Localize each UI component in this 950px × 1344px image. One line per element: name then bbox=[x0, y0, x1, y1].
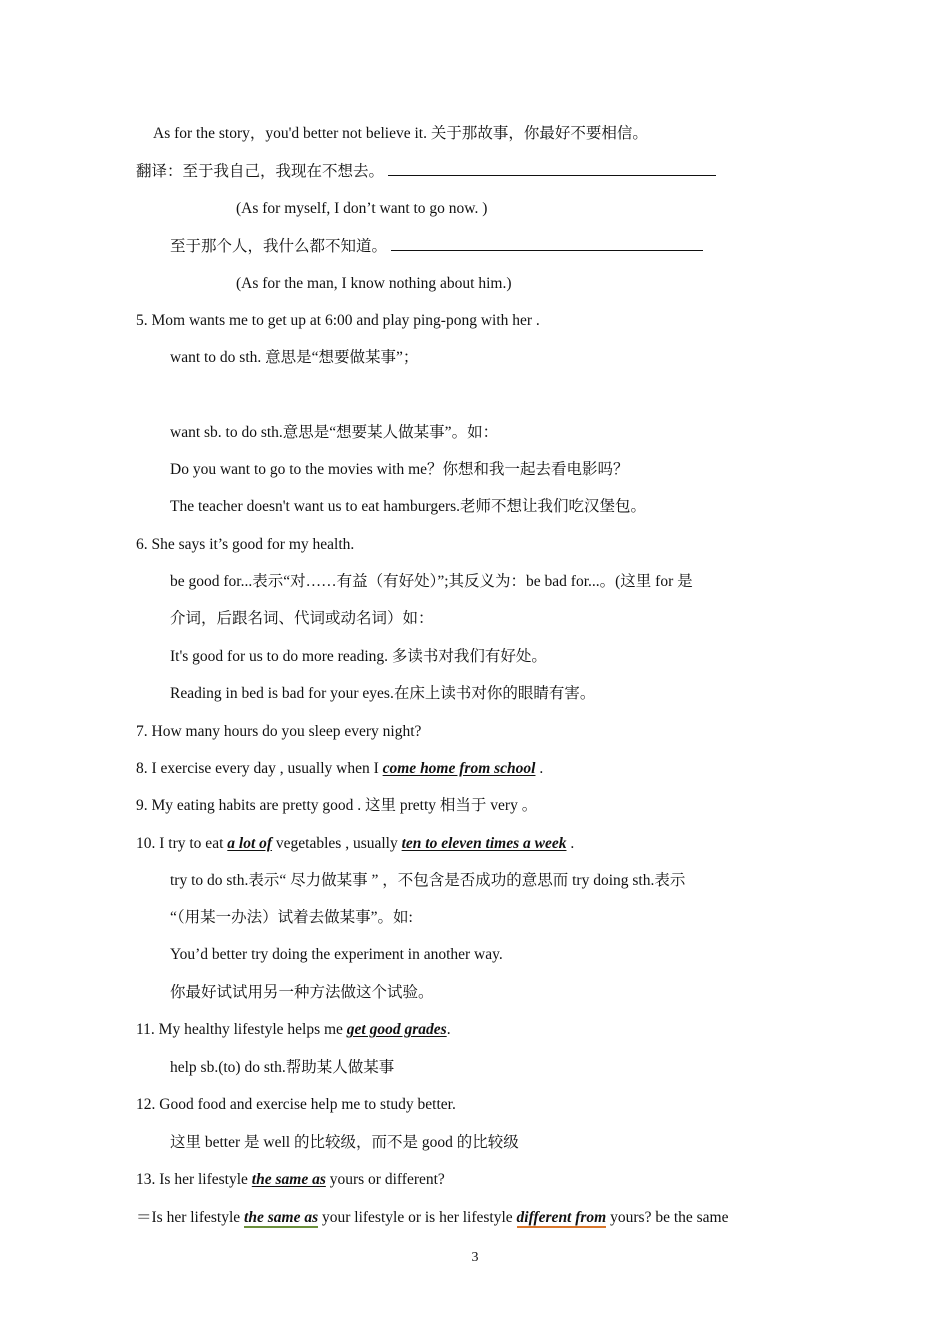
item-11 bbox=[136, 1020, 451, 1040]
text: vegetables , usually bbox=[272, 835, 402, 852]
exercise-prompt: 至于那个人，我什么都不知道。 bbox=[170, 238, 388, 255]
key-phrase: ten to eleven times a week bbox=[401, 835, 567, 852]
exercise-prompt: 翻译：至于我自己，我现在不想去。 bbox=[136, 163, 385, 180]
example-sentence: The teacher doesn't want us to eat hamburgers.老师不想让我们吃汉堡包。 bbox=[170, 498, 647, 515]
text: . bbox=[446, 1021, 451, 1038]
note: “（用某一办法）试着去做某事”。如: bbox=[170, 909, 413, 926]
page-number: 3 bbox=[471, 1250, 479, 1265]
translation-exercise-2 bbox=[170, 236, 703, 257]
item-6: 6. She says it’s good for my health. bbox=[136, 536, 355, 553]
text: yours? be the same bbox=[606, 1209, 729, 1226]
text: yours or different? bbox=[325, 1171, 445, 1188]
translation-exercise-1 bbox=[136, 161, 716, 182]
item-12: 12. Good food and exercise help me to study better. bbox=[136, 1096, 456, 1113]
text: ＝Is her lifestyle bbox=[136, 1209, 245, 1226]
text: 13. Is her lifestyle bbox=[136, 1171, 252, 1188]
note: want to do sth. 意思是“想要做某事”； bbox=[170, 349, 419, 366]
answer-hint: (As for myself, I don’t want to go now. ) bbox=[236, 200, 488, 217]
text: . bbox=[566, 835, 575, 852]
answer-hint: (As for the man, I know nothing about him.) bbox=[236, 275, 512, 292]
text: 11. My healthy lifestyle helps me bbox=[136, 1021, 347, 1038]
example-sentence: Do you want to go to the movies with me？你想和我一起去看电影吗？ bbox=[170, 461, 629, 478]
example-sentence: You’d better try doing the experiment in another way. bbox=[170, 946, 503, 963]
text: 10. I try to eat bbox=[136, 835, 228, 852]
item-13 bbox=[136, 1170, 445, 1190]
example-sentence: As for the story，you'd better not believe it. 关于那故事，你最好不要相信。 bbox=[153, 125, 648, 142]
note: 介词，后跟名词、代词或动名词）如： bbox=[170, 610, 434, 627]
item-9: 9. My eating habits are pretty good . 这里 pretty 相当于 very 。 bbox=[136, 797, 538, 814]
example-translation: 你最好试试用另一种方法做这个试验。 bbox=[170, 984, 434, 1001]
note: try to do sth.表示“ 尽力做某事 ” ，不包含是否成功的意思而 try doing sth.表示 bbox=[170, 872, 686, 889]
key-phrase: the same as bbox=[244, 1209, 319, 1226]
key-phrase: a lot of bbox=[227, 835, 273, 852]
note: help sb.(to) do sth.帮助某人做某事 bbox=[170, 1059, 395, 1076]
example-sentence: It's good for us to do more reading. 多读书对我们有好处。 bbox=[170, 648, 547, 665]
text: 8. I exercise every day , usually when I bbox=[136, 760, 383, 777]
text: . bbox=[535, 760, 544, 777]
item-5: 5. Mom wants me to get up at 6:00 and play ping-pong with her . bbox=[136, 312, 540, 329]
note: 这里 better 是 well 的比较级，而不是 good 的比较级 bbox=[170, 1134, 519, 1151]
key-phrase: the same as bbox=[251, 1171, 326, 1188]
key-phrase: come home from school bbox=[382, 760, 536, 777]
note: be good for...表示“对……有益（有好处）”;其反义为：be bad for...。(这里 for 是 bbox=[170, 573, 693, 590]
answer-blank[interactable] bbox=[388, 161, 716, 176]
item-8 bbox=[136, 759, 543, 779]
example-sentence: Reading in bed is bad for your eyes.在床上读书对你的眼睛有害。 bbox=[170, 685, 596, 702]
note: want sb. to do sth.意思是“想要某人做某事”。如： bbox=[170, 424, 499, 441]
key-phrase: get good grades bbox=[346, 1021, 447, 1038]
item-7: 7. How many hours do you sleep every night? bbox=[136, 723, 422, 740]
answer-blank[interactable] bbox=[391, 236, 703, 251]
text: your lifestyle or is her lifestyle bbox=[318, 1209, 517, 1226]
item-10 bbox=[136, 834, 574, 854]
key-phrase: different from bbox=[516, 1209, 607, 1226]
item-13-rephrase bbox=[136, 1208, 729, 1228]
